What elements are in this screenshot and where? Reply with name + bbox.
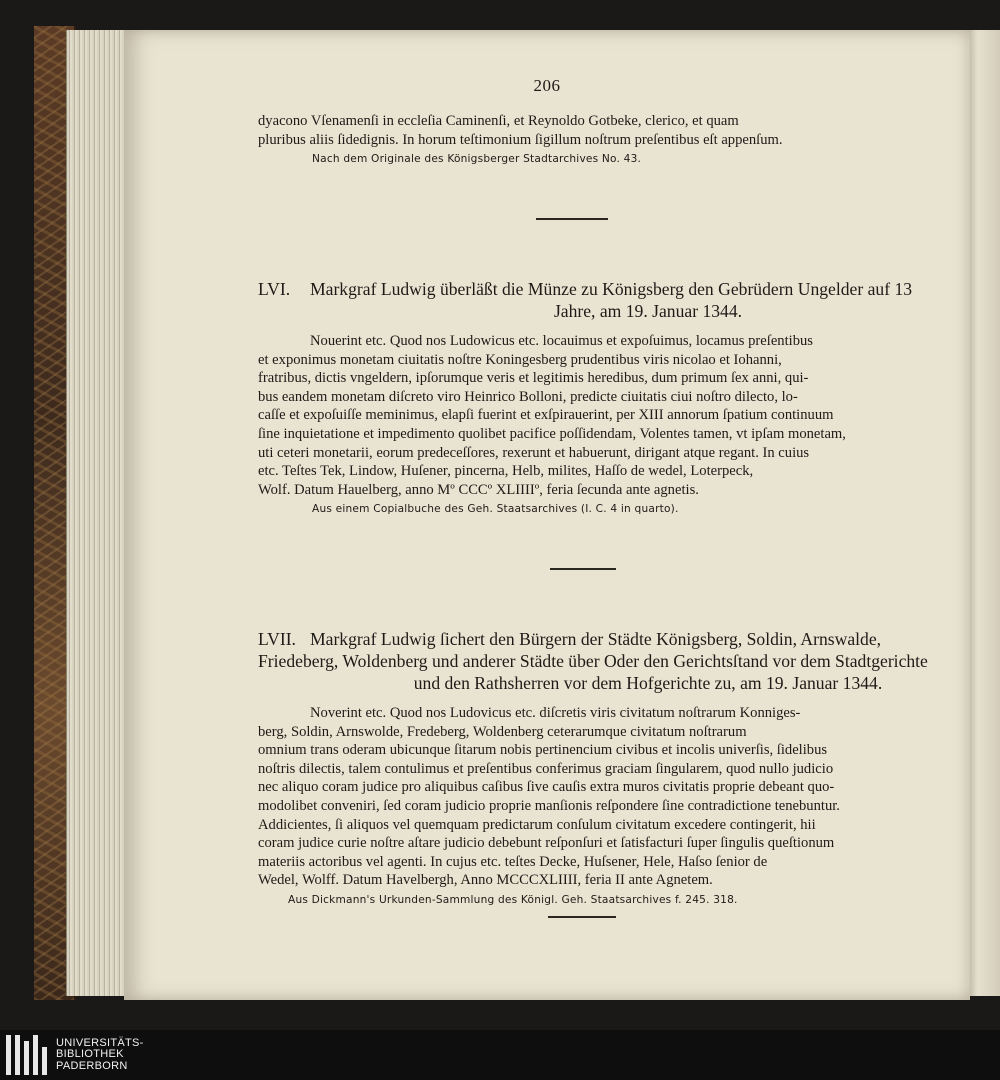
library-name — [56, 1038, 144, 1073]
section-title-line: und den Rathsherren vor dem Hofgerichte zu, am 19. Januar 1344. — [413, 673, 883, 693]
section-56 — [258, 278, 1000, 515]
text-line: uti ceteri monetarii, eorum predeceſſores, rexerunt et habuerunt, dirigant atque regant. In cuius — [258, 444, 810, 461]
text-line: berg, Soldin, Arnswolde, Fredeberg, Woldenberg ceterarumque civitatum noſtrarum — [258, 723, 747, 740]
text-line: Wolf. Datum Hauelberg, anno Mº CCCº XLIIIIº, feria ſecunda ante agnetis. — [258, 481, 699, 498]
text-line: Addicientes, ſi aliquos vel quemquam predictarum conſulum civitatum excedere contingerit, hii — [258, 816, 816, 833]
section-title-line: Markgraf Ludwig ſichert den Bürgern der Städte Königsberg, Soldin, Arnswalde, — [310, 629, 882, 649]
separator-rule — [548, 916, 616, 918]
section-number: LVII. — [258, 629, 296, 649]
intro-text — [258, 112, 1000, 149]
section-number: LVI. — [258, 279, 291, 299]
section-title-line: Jahre, am 19. Januar 1344. — [553, 301, 743, 321]
separator-rule — [550, 568, 616, 570]
page-stack-edge — [66, 30, 127, 996]
text-line: caſſe et expoſuiſſe meminimus, elapſi fuerint et exſpirauerint, per XIII annorum ſpatium continuum — [258, 407, 834, 424]
text-line: nec aliquo coram judice pro aliquibus caſibus ſive cauſis extra muros civitatis proprie debeant quo- — [258, 779, 835, 796]
library-name-line: BIBLIOTHEK — [56, 1048, 124, 1061]
source-note: Aus Dickmann's Urkunden-Sammlung des Königl. Geh. Staatsarchives f. 245. 318. — [288, 893, 738, 906]
section-heading — [258, 628, 1000, 694]
text-line: noſtris dilectis, talem contulimus et preſentibus conferimus graciam ſingularem, quod nullo judicio — [258, 760, 834, 777]
section-title-line: Markgraf Ludwig überläßt die Münze zu Königsberg den Gebrüdern Ungelder auf 13 — [310, 279, 913, 299]
separator-rule — [536, 218, 608, 220]
text-line: materiis actoribus vel agenti. In cujus etc. teſtes Decke, Huſsener, Hele, Haſso ſenior de — [258, 853, 768, 870]
text-line: et exponimus monetam ciuitatis noſtre Koningesberg prudentibus viris nicolao et Iohanni, — [258, 351, 782, 368]
source-note: Nach dem Originale des Königsberger Stadtarchives No. 43. — [312, 153, 642, 166]
section-body — [258, 332, 1000, 499]
text-line: Noverint etc. Quod nos Ludovicus etc. diſcretis viris civitatum noſtrarum Konniges- — [310, 705, 801, 721]
text-line: fratribus, dictis vngeldern, ipſorumque veris et legitimis heredibus, dum primum ſex anni, qui- — [258, 370, 809, 387]
section-body — [258, 704, 1000, 890]
text-line: Nouerint etc. Quod nos Ludowicus etc. locauimus et expoſuimus, locamus preſentibus — [310, 333, 813, 349]
section-57 — [258, 628, 1000, 906]
library-footer — [0, 1030, 1000, 1080]
text-line: modolibet conveniri, ſed coram judicio proprie manſionis reſpondere ſine contradictione tenebuntur. — [258, 797, 840, 814]
intro-block — [258, 112, 1000, 165]
library-name-line: PADERBORN — [56, 1059, 128, 1072]
source-note: Aus einem Copialbuche des Geh. Staatsarchives (I. C. 4 in quarto). — [312, 503, 679, 516]
text-line: ſine inquietatione et impedimento quolibet pacifice poſſidendam, Volentes tamen, vt ipſam monetam, — [258, 425, 846, 442]
text-line: pluribus aliis ſidedignis. In horum teſtimonium ſigillum noſtrum preſentibus eſt appenſum. — [258, 131, 783, 148]
text-line: dyacono Vſenamenſi in eccleſia Caminenſi, et Reynoldo Gotbeke, clerico, et quam — [258, 113, 739, 129]
library-logo-icon — [6, 1035, 52, 1075]
text-line: etc. Teſtes Tek, Lindow, Huſener, pincerna, Helb, milites, Haſſo de wedel, Loterpeck, — [258, 463, 754, 480]
section-heading — [258, 278, 1000, 322]
text-line: coram judice curie noſtre aſtare judicio debebunt reſponſuri et ſatisfacturi ſuper ſingulis queſtionum — [258, 835, 835, 852]
page-number: 206 — [533, 76, 561, 95]
text-line: omnium trans oderam ubicunque ſitarum nobis pertinencium civibus et incolis univerſis, ſidelibus — [258, 742, 828, 759]
library-name-line: UNIVERSITÄTS- — [56, 1036, 144, 1049]
text-line: bus eandem monetam diſcreto viro Heinrico Bolloni, predicte ciuitatis ciui noſtro dilecto, lo- — [258, 388, 798, 405]
text-line: Wedel, Wolff. Datum Havelbergh, Anno MCCCXLIIII, feria II ante Agnetem. — [258, 872, 713, 889]
section-title-line: Friedeberg, Woldenberg und anderer Städte über Oder den Gerichtsſtand vor dem Stadtgerichte — [258, 651, 928, 671]
book-page — [124, 30, 970, 1000]
